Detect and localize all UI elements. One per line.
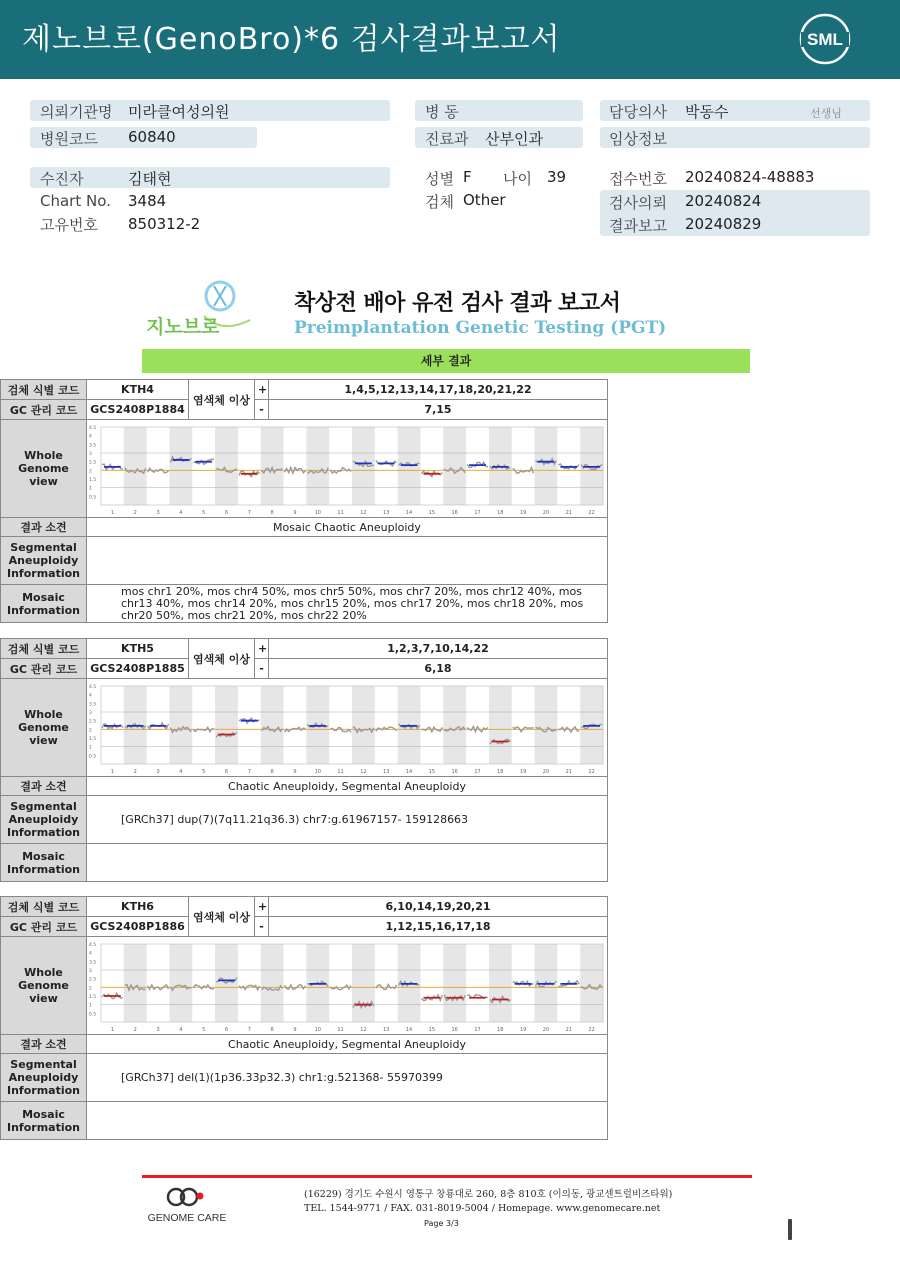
- chromosome-band: [443, 686, 466, 764]
- hospital-code-label: 병원코드: [40, 130, 98, 148]
- footer-address: [304, 1188, 672, 1216]
- doctor-value: 박동수: [685, 103, 729, 121]
- mosaic-value: [87, 1102, 608, 1140]
- gain-chromosomes: 1,2,3,7,10,14,22: [269, 639, 608, 659]
- whole-genome-plot-cell: [87, 937, 608, 1035]
- chromosome-band: [124, 944, 147, 1022]
- sex-value: F: [463, 168, 472, 186]
- segmental-label: Segmental Aneuploidy Information: [1, 1054, 87, 1102]
- copy-number-trace: [330, 727, 351, 732]
- mosaic-label: Mosaic Information: [1, 1102, 87, 1140]
- segmental-value: [GRCh37] del(1)(1p36.33p32.3) chr1:g.521368- 55970399: [87, 1054, 608, 1102]
- y-tick-label: 1: [89, 1003, 92, 1009]
- genome-care-logo-text: GENOME CARE: [147, 1212, 227, 1224]
- result-label: 결과 소견: [1, 518, 87, 537]
- x-tick-label: 21: [565, 509, 572, 516]
- chromosome-band: [169, 427, 192, 505]
- patient-value: 김태현: [128, 170, 172, 188]
- genome-care-logo: [142, 1187, 232, 1225]
- age-label: 나이: [503, 170, 532, 188]
- x-tick-label: 22: [588, 509, 595, 516]
- x-tick-label: 11: [337, 1026, 344, 1033]
- loss-chromosomes: 7,15: [269, 400, 608, 420]
- result-report-value: 20240829: [685, 215, 762, 233]
- ward-label: 병 동: [425, 103, 459, 121]
- chromosome-band: [306, 427, 329, 505]
- loss-chromosomes: 1,12,15,16,17,18: [269, 917, 608, 937]
- x-tick-label: 13: [383, 1026, 390, 1033]
- x-tick-label: 10: [314, 509, 321, 516]
- x-tick-label: 6: [224, 1026, 229, 1033]
- doctor-suffix: 선생님: [810, 107, 842, 120]
- chromosome-band: [261, 686, 284, 764]
- x-tick-label: 11: [337, 768, 344, 775]
- receipt-no-label: 접수번호: [609, 170, 667, 188]
- x-tick-label: 20: [542, 509, 550, 516]
- copy-number-trace: [376, 984, 397, 989]
- doctor-label: 담당의사: [609, 103, 667, 121]
- loss-sign: -: [255, 400, 269, 420]
- x-tick-label: 4: [179, 509, 183, 516]
- gc-code-label: GC 관리 코드: [1, 917, 87, 937]
- chromosome-band: [535, 686, 558, 764]
- gc-code-value: GCS2408P1884: [87, 400, 189, 420]
- chromosome-band: [489, 686, 512, 764]
- y-tick-label: 0.5: [89, 1011, 97, 1017]
- x-tick-label: 4: [179, 1026, 183, 1033]
- x-tick-label: 20: [542, 1026, 550, 1033]
- hospital-code-value: 60840: [128, 128, 176, 146]
- x-tick-label: 7: [247, 768, 251, 775]
- y-tick-label: 4: [89, 951, 92, 957]
- chromosome-band: [261, 944, 284, 1022]
- unique-no-value: 850312-2: [128, 215, 201, 233]
- chromosome-band: [352, 686, 375, 764]
- report-title: 제노브로(GenoBro)*6 검사결과보고서: [22, 22, 561, 57]
- gain-sign: +: [255, 380, 269, 400]
- x-tick-label: 3: [156, 768, 160, 775]
- chromosome-band: [215, 686, 238, 764]
- report-title-ko: 착상전 배아 유전 검사 결과 보고서: [294, 291, 621, 316]
- result-value: Mosaic Chaotic Aneuploidy: [87, 518, 608, 537]
- chromosome-band: [443, 944, 466, 1022]
- whole-genome-chart: [87, 680, 607, 776]
- y-tick-label: 3.5: [89, 701, 97, 707]
- test-request-label: 검사의뢰: [609, 194, 667, 212]
- x-tick-label: 18: [497, 1026, 504, 1033]
- chromosome-band: [169, 944, 192, 1022]
- x-tick-label: 9: [293, 1026, 297, 1033]
- section-detail-results: 세부 결과: [142, 349, 750, 373]
- x-tick-label: 8: [270, 768, 274, 775]
- report-title-en: Preimplantation Genetic Testing (PGT): [294, 318, 667, 338]
- x-tick-label: 20: [542, 768, 550, 775]
- x-tick-label: 19: [519, 509, 527, 516]
- x-tick-label: 9: [293, 768, 297, 775]
- department-value: 산부인과: [485, 130, 543, 148]
- y-tick-label: 4.5: [89, 942, 97, 948]
- x-tick-label: 19: [519, 1026, 527, 1033]
- gain-sign: +: [255, 897, 269, 917]
- x-tick-label: 15: [428, 768, 436, 775]
- x-tick-label: 2: [133, 768, 137, 775]
- sample-code-value: KTH4: [87, 380, 189, 400]
- whole-genome-label: Whole Genome view: [1, 937, 87, 1035]
- x-tick-label: 7: [247, 1026, 251, 1033]
- x-tick-label: 5: [202, 1026, 206, 1033]
- y-tick-label: 3: [89, 968, 92, 974]
- segmental-label: Segmental Aneuploidy Information: [1, 537, 87, 585]
- x-tick-label: 15: [428, 1026, 436, 1033]
- chromosome-abnormality-label: 염색체 이상: [189, 639, 255, 679]
- whole-genome-plot-cell: [87, 420, 608, 518]
- y-tick-label: 4: [89, 434, 92, 440]
- x-tick-label: 21: [565, 1026, 572, 1033]
- x-tick-label: 16: [451, 768, 458, 775]
- x-tick-label: 11: [337, 509, 344, 516]
- y-tick-label: 2.5: [89, 977, 97, 983]
- x-tick-label: 22: [588, 1026, 595, 1033]
- y-tick-label: 3: [89, 451, 92, 457]
- page-number: Page 3/3: [424, 1219, 459, 1228]
- y-tick-label: 4: [89, 693, 92, 699]
- x-tick-label: 17: [474, 1026, 481, 1033]
- address-line: (16229) 경기도 수원시 영통구 창룡대로 260, 8층 810호 (이의동, 광교센트럴비즈타워): [304, 1189, 673, 1200]
- x-tick-label: 3: [156, 1026, 160, 1033]
- y-tick-label: 3.5: [89, 959, 97, 965]
- gain-sign: +: [255, 639, 269, 659]
- unique-no-label: 고유번호: [40, 216, 98, 234]
- sample-code-label: 검체 식별 코드: [1, 897, 87, 917]
- y-tick-label: 4.5: [89, 425, 97, 431]
- specimen-label: 검체: [425, 193, 454, 211]
- department-label: 진료과: [425, 130, 469, 148]
- sample-result-table: [0, 379, 608, 623]
- y-tick-label: 1.5: [89, 736, 97, 742]
- requesting-org-value: 미라클여성의원: [128, 103, 230, 121]
- sml-logo: [798, 12, 852, 66]
- x-tick-label: 5: [202, 768, 206, 775]
- receipt-no-value: 20240824-48883: [685, 168, 815, 186]
- gain-chromosomes: 1,4,5,12,13,14,17,18,20,21,22: [269, 380, 608, 400]
- test-request-value: 20240824: [685, 192, 762, 210]
- sample-code-value: KTH6: [87, 897, 189, 917]
- y-tick-label: 0.5: [89, 753, 97, 759]
- result-report-label: 결과보고: [609, 217, 667, 235]
- y-tick-label: 2: [89, 468, 92, 474]
- x-tick-label: 10: [314, 768, 321, 775]
- chromosome-band: [124, 427, 147, 505]
- chromosome-band: [443, 427, 466, 505]
- y-tick-label: 1.5: [89, 477, 97, 483]
- x-tick-label: 14: [405, 509, 413, 516]
- segmental-label: Segmental Aneuploidy Information: [1, 796, 87, 844]
- y-tick-label: 1: [89, 745, 92, 751]
- clinical-info-label: 임상정보: [609, 130, 667, 148]
- y-tick-label: 0.5: [89, 494, 97, 500]
- sample-code-value: KTH5: [87, 639, 189, 659]
- chromosome-band: [489, 944, 512, 1022]
- y-tick-label: 4.5: [89, 684, 97, 690]
- gc-code-value: GCS2408P1885: [87, 659, 189, 679]
- gc-code-value: GCS2408P1886: [87, 917, 189, 937]
- chromosome-abnormality-label: 염색체 이상: [189, 380, 255, 420]
- x-tick-label: 7: [247, 509, 251, 516]
- genobro-logo: [142, 276, 254, 338]
- x-tick-label: 16: [451, 1026, 458, 1033]
- contact-line: TEL. 1544-9771 / FAX. 031-8019-5004 / Homepage. www.genomecare.net: [304, 1203, 661, 1214]
- y-tick-label: 2: [89, 727, 92, 733]
- whole-genome-label: Whole Genome view: [1, 679, 87, 777]
- x-tick-label: 1: [110, 1026, 115, 1033]
- x-tick-label: 8: [270, 509, 274, 516]
- chromosome-band: [352, 944, 375, 1022]
- footer-line: [142, 1175, 752, 1178]
- whole-genome-plot-cell: [87, 679, 608, 777]
- copy-number-trace: [285, 727, 306, 732]
- age-value: 39: [547, 168, 567, 186]
- x-tick-label: 9: [293, 509, 297, 516]
- x-tick-label: 17: [474, 768, 481, 775]
- y-tick-label: 2.5: [89, 719, 97, 725]
- whole-genome-label: Whole Genome view: [1, 420, 87, 518]
- x-tick-label: 13: [383, 509, 390, 516]
- x-tick-label: 18: [497, 768, 504, 775]
- sample-code-label: 검체 식별 코드: [1, 380, 87, 400]
- result-label: 결과 소견: [1, 1035, 87, 1054]
- x-tick-label: 12: [360, 1026, 367, 1033]
- mosaic-value: mos chr1 20%, mos chr4 50%, mos chr5 50%, mos chr7 20%, mos chr12 40%, mos chr13 40%, mos chr14 20%, mos chr15 20%, mos chr17 20%, mos chr18 20%, mos chr20 50%, mos chr21 20%, mos chr22 20%: [87, 585, 608, 623]
- y-tick-label: 2.5: [89, 460, 97, 466]
- specimen-value: Other: [463, 191, 506, 209]
- x-tick-label: 15: [428, 509, 436, 516]
- x-tick-label: 18: [497, 509, 504, 516]
- loss-sign: -: [255, 917, 269, 937]
- scroll-marker: [788, 1219, 792, 1240]
- copy-number-trace: [193, 727, 214, 731]
- report-header: [0, 0, 900, 79]
- mosaic-label: Mosaic Information: [1, 844, 87, 882]
- chromosome-band: [580, 944, 603, 1022]
- patient-label: 수진자: [40, 170, 84, 188]
- genobro-logo-text: 지노브로: [146, 316, 220, 338]
- chart-no-label: Chart No.: [40, 192, 111, 210]
- chart-no-value: 3484: [128, 192, 167, 210]
- sample-result-table: [0, 638, 608, 882]
- x-tick-label: 1: [110, 768, 115, 775]
- x-tick-label: 14: [405, 1026, 413, 1033]
- sample-code-label: 검체 식별 코드: [1, 639, 87, 659]
- x-tick-label: 12: [360, 509, 367, 516]
- x-tick-label: 13: [383, 768, 390, 775]
- chromosome-band: [169, 686, 192, 764]
- x-tick-label: 4: [179, 768, 183, 775]
- y-tick-label: 3.5: [89, 442, 97, 448]
- sample-result-table: [0, 896, 608, 1140]
- x-tick-label: 16: [451, 509, 458, 516]
- y-tick-label: 3: [89, 710, 92, 716]
- x-tick-label: 12: [360, 768, 367, 775]
- y-tick-label: 1: [89, 486, 92, 492]
- x-tick-label: 19: [519, 768, 527, 775]
- x-tick-label: 2: [133, 1026, 137, 1033]
- result-value: Chaotic Aneuploidy, Segmental Aneuploidy: [87, 777, 608, 796]
- x-tick-label: 1: [110, 509, 115, 516]
- sml-logo-text: SML: [807, 30, 843, 49]
- y-tick-label: 2: [89, 985, 92, 991]
- whole-genome-chart: [87, 938, 607, 1034]
- requesting-org-label: 의뢰기관명: [40, 103, 113, 121]
- result-label: 결과 소견: [1, 777, 87, 796]
- loss-sign: -: [255, 659, 269, 679]
- gc-code-label: GC 관리 코드: [1, 659, 87, 679]
- x-tick-label: 14: [405, 768, 413, 775]
- gain-chromosomes: 6,10,14,19,20,21: [269, 897, 608, 917]
- x-tick-label: 17: [474, 509, 481, 516]
- result-value: Chaotic Aneuploidy, Segmental Aneuploidy: [87, 1035, 608, 1054]
- mosaic-label: Mosaic Information: [1, 585, 87, 623]
- sex-label: 성별: [425, 170, 454, 188]
- x-tick-label: 10: [314, 1026, 321, 1033]
- x-tick-label: 22: [588, 768, 595, 775]
- info-bg: [30, 167, 390, 188]
- x-tick-label: 6: [224, 509, 229, 516]
- segmental-value: [GRCh37] dup(7)(7q11.21q36.3) chr7:g.61967157- 159128663: [87, 796, 608, 844]
- segmental-value: [87, 537, 608, 585]
- x-tick-label: 21: [565, 768, 572, 775]
- chromosome-abnormality-label: 염색체 이상: [189, 897, 255, 937]
- x-tick-label: 8: [270, 1026, 274, 1033]
- y-tick-label: 1.5: [89, 994, 97, 1000]
- x-tick-label: 3: [156, 509, 160, 516]
- x-tick-label: 2: [133, 509, 137, 516]
- loss-chromosomes: 6,18: [269, 659, 608, 679]
- chromosome-band: [535, 427, 558, 505]
- whole-genome-chart: [87, 421, 607, 517]
- chromosome-band: [215, 427, 238, 505]
- mosaic-value: [87, 844, 608, 882]
- copy-number-trace: [193, 984, 214, 988]
- gc-code-label: GC 관리 코드: [1, 400, 87, 420]
- x-tick-label: 5: [202, 509, 206, 516]
- x-tick-label: 6: [224, 768, 229, 775]
